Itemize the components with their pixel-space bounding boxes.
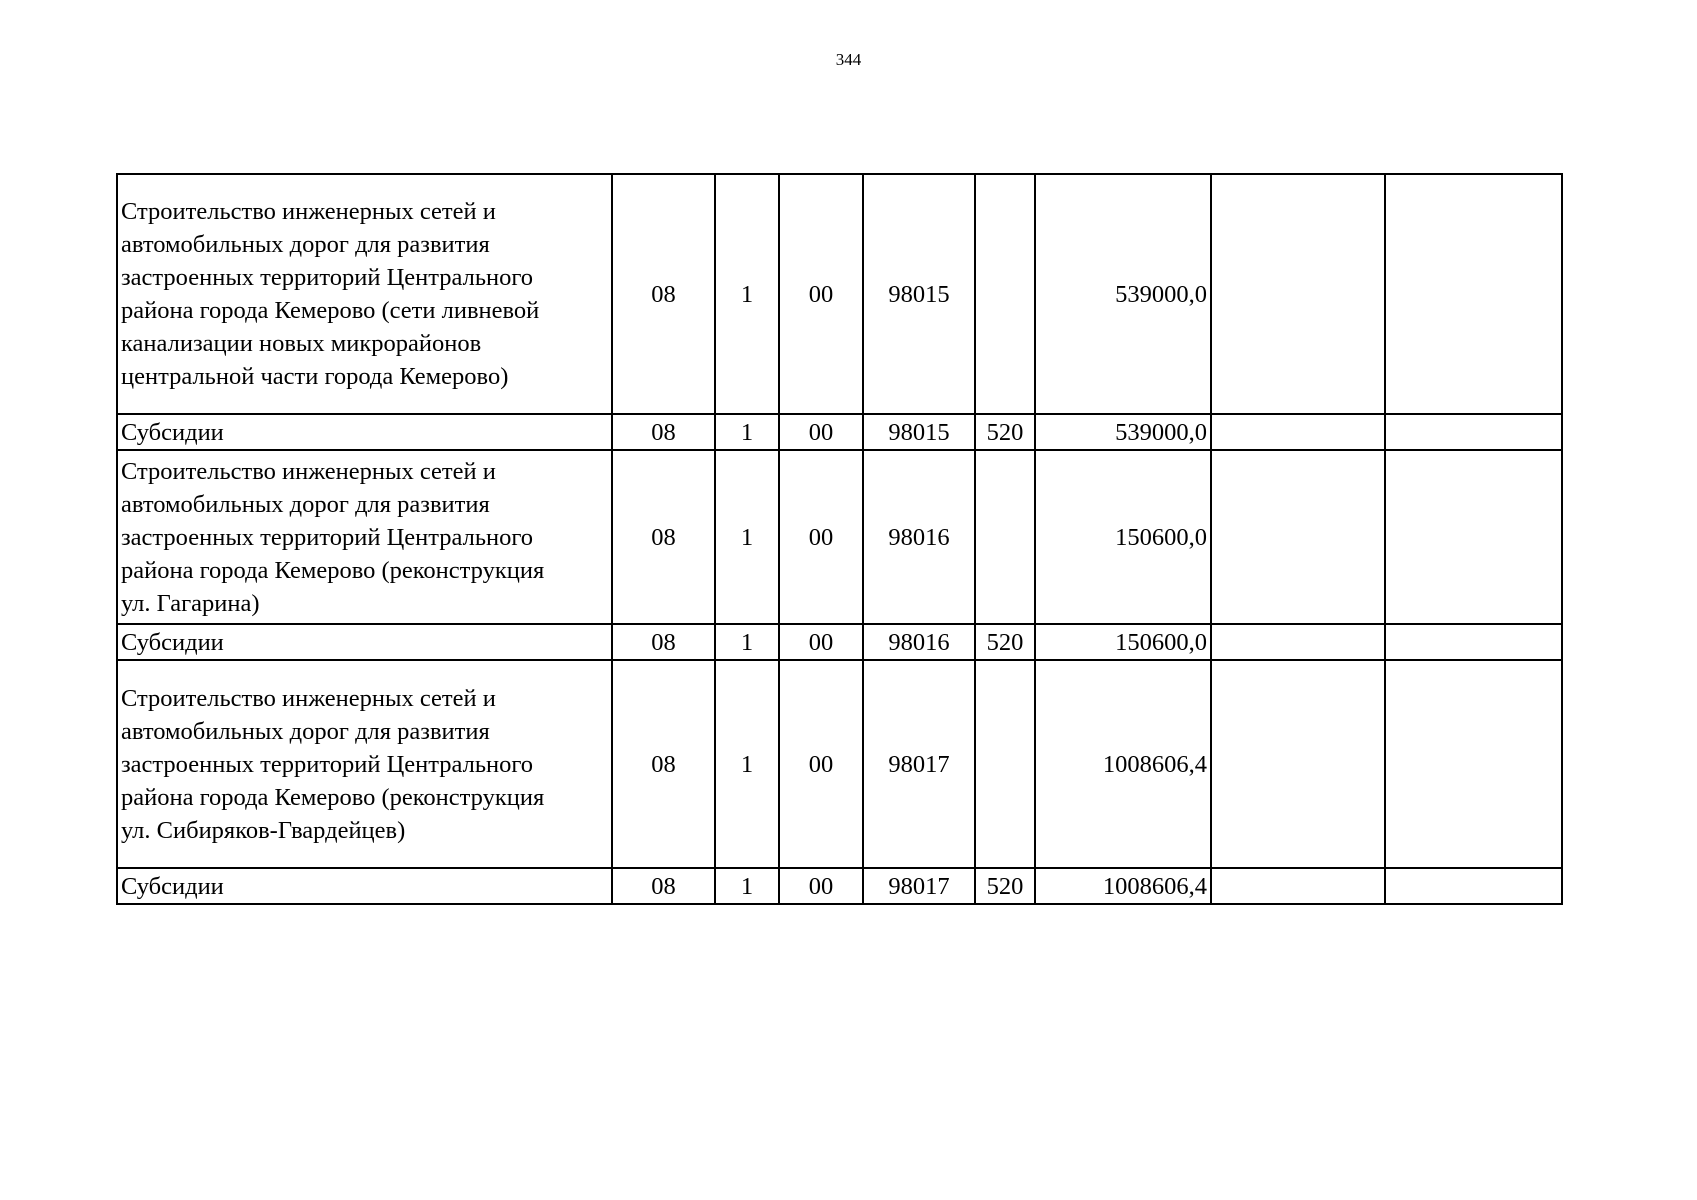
program-code: 1 bbox=[715, 624, 779, 660]
empty-cell bbox=[1385, 414, 1562, 450]
budget-table bbox=[116, 173, 1563, 905]
table-row bbox=[117, 450, 1562, 624]
section-code: 08 bbox=[612, 660, 715, 868]
empty-cell bbox=[1385, 624, 1562, 660]
program-code: 1 bbox=[715, 660, 779, 868]
subprogram-code: 00 bbox=[779, 624, 863, 660]
direction-code: 98017 bbox=[863, 868, 975, 904]
empty-cell bbox=[1211, 450, 1385, 624]
section-code: 08 bbox=[612, 868, 715, 904]
expense-type-code: 520 bbox=[975, 624, 1035, 660]
amount-value: 1008606,4 bbox=[1035, 868, 1211, 904]
subprogram-code: 00 bbox=[779, 414, 863, 450]
empty-cell bbox=[1211, 660, 1385, 868]
direction-code: 98016 bbox=[863, 624, 975, 660]
subprogram-code: 00 bbox=[779, 868, 863, 904]
subprogram-code: 00 bbox=[779, 660, 863, 868]
subprogram-code: 00 bbox=[779, 174, 863, 414]
expense-type-code: 520 bbox=[975, 414, 1035, 450]
direction-code: 98016 bbox=[863, 450, 975, 624]
table-row bbox=[117, 174, 1562, 414]
program-code: 1 bbox=[715, 450, 779, 624]
expense-type-code bbox=[975, 660, 1035, 868]
table-row bbox=[117, 868, 1562, 904]
amount-value: 1008606,4 bbox=[1035, 660, 1211, 868]
direction-code: 98017 bbox=[863, 660, 975, 868]
empty-cell bbox=[1211, 868, 1385, 904]
amount-value: 539000,0 bbox=[1035, 414, 1211, 450]
empty-cell bbox=[1385, 660, 1562, 868]
row-description: Субсидии bbox=[117, 624, 612, 660]
amount-value: 150600,0 bbox=[1035, 450, 1211, 624]
section-code: 08 bbox=[612, 450, 715, 624]
row-description: Субсидии bbox=[117, 414, 612, 450]
empty-cell bbox=[1385, 450, 1562, 624]
program-code: 1 bbox=[715, 868, 779, 904]
direction-code: 98015 bbox=[863, 414, 975, 450]
table-row bbox=[117, 414, 1562, 450]
section-code: 08 bbox=[612, 624, 715, 660]
empty-cell bbox=[1385, 868, 1562, 904]
table-row bbox=[117, 624, 1562, 660]
empty-cell bbox=[1211, 414, 1385, 450]
amount-value: 539000,0 bbox=[1035, 174, 1211, 414]
amount-value: 150600,0 bbox=[1035, 624, 1211, 660]
direction-code: 98015 bbox=[863, 174, 975, 414]
empty-cell bbox=[1211, 624, 1385, 660]
program-code: 1 bbox=[715, 174, 779, 414]
row-description: Строительство инженерных сетей и автомобильных дорог для развития застроенных территорий Центрального района города Кемерово (сети ливневой канализации новых микрорайонов центральной части города Кемерово) bbox=[117, 174, 612, 414]
subprogram-code: 00 bbox=[779, 450, 863, 624]
expense-type-code bbox=[975, 174, 1035, 414]
row-description: Строительство инженерных сетей и автомобильных дорог для развития застроенных территорий Центрального района города Кемерово (реконструкция ул. Гагарина) bbox=[117, 450, 612, 624]
program-code: 1 bbox=[715, 414, 779, 450]
empty-cell bbox=[1385, 174, 1562, 414]
page-number: 344 bbox=[835, 50, 862, 69]
empty-cell bbox=[1211, 174, 1385, 414]
expense-type-code bbox=[975, 450, 1035, 624]
row-description: Субсидии bbox=[117, 868, 612, 904]
section-code: 08 bbox=[612, 414, 715, 450]
section-code: 08 bbox=[612, 174, 715, 414]
table-row bbox=[117, 660, 1562, 868]
row-description: Строительство инженерных сетей и автомобильных дорог для развития застроенных территорий Центрального района города Кемерово (реконструкция ул. Сибиряков-Гвардейцев) bbox=[117, 660, 612, 868]
expense-type-code: 520 bbox=[975, 868, 1035, 904]
